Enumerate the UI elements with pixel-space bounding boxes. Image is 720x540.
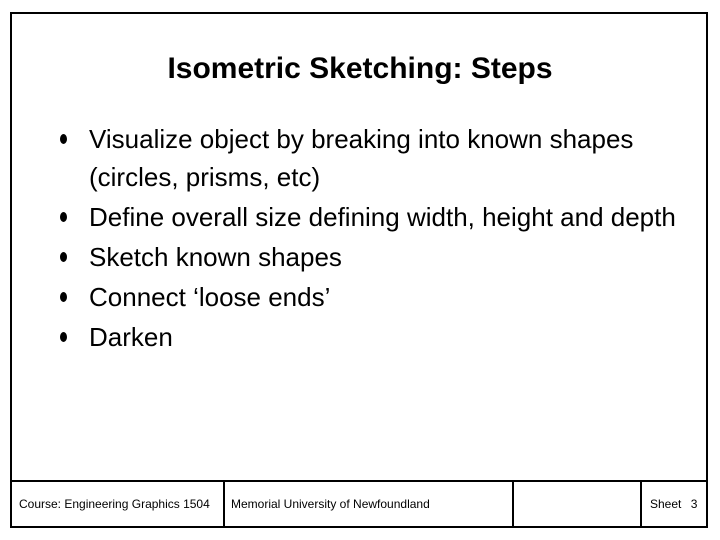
bullet-dot-icon: [60, 134, 67, 144]
bullet-dot-icon: [60, 252, 67, 262]
bullet-dot-icon: [60, 332, 67, 342]
bullet-list: [60, 120, 680, 356]
footer-course-label: Course: Engineering Graphics 1504: [19, 497, 210, 511]
footer-sheet-cell: [640, 482, 708, 526]
list-item: [60, 198, 680, 236]
list-item: [60, 238, 680, 276]
bullet-text: Define overall size defining width, height and depth: [89, 202, 676, 232]
list-item: [60, 278, 680, 316]
bullet-text: Darken: [89, 322, 173, 352]
bullet-dot-icon: [60, 212, 67, 222]
slide-footer: [12, 480, 708, 526]
footer-sheet-label: Sheet: [650, 497, 682, 511]
footer-empty-cell: [512, 482, 640, 526]
list-item: [60, 318, 680, 356]
bullet-dot-icon: [60, 292, 67, 302]
bullet-text: Connect ‘loose ends’: [89, 282, 331, 312]
list-item: [60, 120, 680, 196]
bullet-text: Visualize object by breaking into known shapes (circles, prisms, etc): [89, 124, 634, 192]
footer-university-label: Memorial University of Newfoundland: [223, 482, 512, 526]
slide-title: Isometric Sketching: Steps: [167, 52, 553, 85]
footer-sheet-number: 3: [690, 497, 698, 511]
bullet-text: Sketch known shapes: [89, 242, 342, 272]
